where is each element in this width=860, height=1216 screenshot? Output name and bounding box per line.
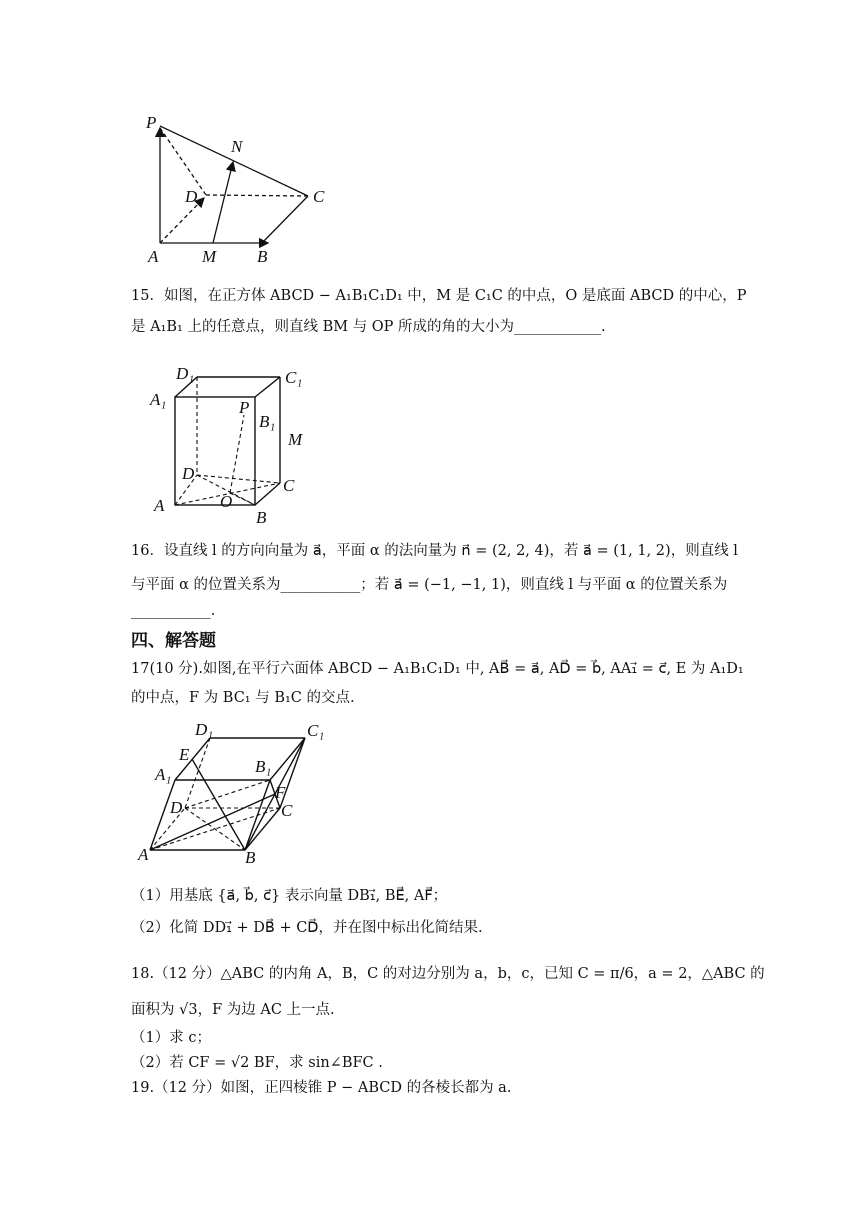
label-P: P (146, 113, 157, 132)
edge-BC (255, 483, 280, 505)
edge-B1C1 (255, 377, 280, 397)
label-F: F (275, 783, 286, 802)
label-P: P (239, 398, 250, 417)
label-C1: C₁ (285, 368, 303, 387)
label-D1: D₁ (195, 720, 214, 739)
label-D: D (182, 464, 195, 483)
label-M: M (288, 430, 303, 449)
diag-DB (185, 808, 245, 850)
label-A: A (148, 247, 159, 266)
label-C: C (313, 187, 325, 206)
label-C: C (283, 476, 295, 495)
label-A: A (154, 496, 165, 515)
edge-BC (262, 196, 308, 243)
diag-DB1 (185, 780, 270, 808)
q17-part-2: （2）化简 DD₁⃗ + DB⃗ + CD⃗，并在图中标出化简结果. (131, 920, 483, 936)
vector-MN (213, 162, 233, 243)
segment-AF (150, 794, 275, 850)
figure-parallelepiped (135, 718, 345, 868)
label-E: E (179, 745, 190, 764)
label-B: B (257, 247, 268, 266)
edge-DC (206, 195, 308, 196)
section-heading: 四、解答题 (131, 631, 216, 651)
segment-OP (230, 415, 244, 493)
label-D: D (170, 798, 183, 817)
label-B1: B₁ (259, 412, 276, 431)
label-C1: C₁ (307, 721, 325, 740)
q16-line-1: 16．设直线 l 的方向向量为 a⃗，平面 α 的法向量为 n⃗ = (2, 2, 4)，若 a⃗ = (1, 1, 2)，则直线 l (131, 543, 738, 559)
q16-line-2: 与平面 α 的位置关系为___________；若 a⃗ = (−1, −1, 1)，则直线 l 与平面 α 的位置关系为 (131, 577, 728, 593)
edge-AD (160, 198, 204, 243)
label-A1: A₁ (150, 390, 167, 409)
label-D1: D₁ (176, 365, 195, 383)
label-A: A (138, 845, 149, 864)
q18-line-2: 面积为 √3，F 为边 AC 上一点. (131, 1002, 335, 1018)
label-D: D (185, 187, 198, 206)
segment-BE (192, 759, 245, 850)
q15-line-2: 是 A₁B₁ 上的任意点，则直线 BM 与 OP 所成的角的大小为____________. (131, 319, 606, 335)
q17-part-1: （1）用基底 {a⃗, b⃗, c⃗} 表示向量 DB₁⃗, BE⃗, AF⃗； (131, 888, 448, 904)
q18-part-2: （2）若 CF = √2 BF，求 sin∠BFC . (131, 1055, 383, 1071)
label-B1: B₁ (255, 757, 272, 776)
label-N: N (231, 137, 243, 156)
edge-B1C1 (270, 738, 305, 780)
label-O: O (220, 492, 233, 511)
label-M: M (202, 247, 217, 266)
figure-pyramid-vectors (140, 108, 340, 268)
label-C: C (281, 801, 293, 820)
label-B: B (245, 848, 256, 867)
q18-line-1: 18.（12 分）△ABC 的内角 A，B，C 的对边分别为 a，b，c，已知 C = π/6，a = 2，△ABC 的 (131, 966, 765, 982)
q16-line-3: ___________. (131, 603, 216, 619)
label-A1: A₁ (155, 765, 172, 784)
figure-cube (140, 365, 320, 525)
q15-line-1: 15．如图，在正方体 ABCD − A₁B₁C₁D₁ 中，M 是 C₁C 的中点，O 是底面 ABCD 的中心，P (131, 288, 747, 304)
q17-line-1: 17(10 分).如图,在平行六面体 ABCD − A₁B₁C₁D₁ 中, AB⃗ = a⃗, AD⃗ = b⃗, AA₁⃗ = c⃗, E 为 A₁D₁ (131, 661, 744, 677)
q17-line-2: 的中点，F 为 BC₁ 与 B₁C 的交点. (131, 690, 355, 706)
label-B: B (256, 508, 267, 525)
q18-part-1: （1）求 c； (131, 1030, 211, 1046)
q19-line-1: 19.（12 分）如图，正四棱锥 P − ABCD 的各棱长都为 a. (131, 1080, 512, 1096)
edge-PD (160, 128, 206, 195)
edge-BC (245, 808, 280, 850)
